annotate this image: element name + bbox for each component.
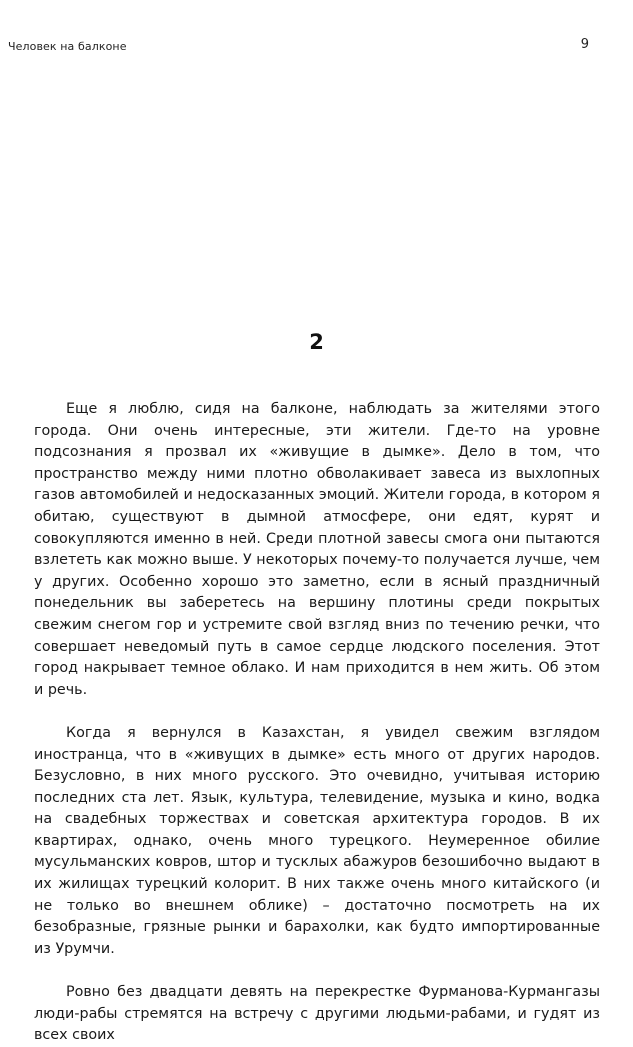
chapter-number: 2: [309, 330, 324, 354]
page-number: 9: [580, 37, 589, 52]
paragraph: Еще я люблю, сидя на балконе, наблюдать за жителями этого города. Они очень интересные, эти жители. Где-то на уровне подсознания я прозвал их «живущие в дымке». Дело в том, что пространство между ними плотно обволакивает завеса из выхлопных газов автомобилей и недосказанных эмоций. Жители города, в котором я обитаю, существуют в дымной атмосфере, они едят, курят и совокупляются именно в ней. Среди плотной завесы смога они пытаются взлететь как можно выше. У некоторых почему-то получается лучше, чем у других. Особенно хорошо это заметно, если в ясный праздничный понедельник вы заберетесь на вершину плотины среди покрытых свежим снегом гор и устремите свой взгляд вниз по течению речки, что совершает неведомый путь в самое сердце людского поселения. Этот город накрывает темное облако. И нам приходится в нем жить. Об этом и речь.: [34, 401, 600, 698]
paragraph: Когда я вернулся в Казахстан, я увидел свежим взглядом иностранца, что в «живущих в дымке» есть много от других народов. Безусловно, в них много русского. Это очевидно, учитывая историю последних ста лет. Язык, культура, телевидение, музыка и кино, водка на свадебных торжествах и советская архитектура городов. В их квартирах, однако, очень много турецкого. Неумеренное обилие мусульманских ковров, штор и тусклых абажуров безошибочно выдают в их жилищах турецкий колорит. В них также очень много китайского (и не только во внешнем облике) – достаточно посмотреть на их безобразные, грязные рынки и барахолки, как будто импортированные из Урумчи.: [34, 724, 600, 957]
paragraph: Ровно без двадцати девять на перекрестке Фурманова-Курмангазы люди-рабы стремятся на встречу с другими людьми-рабами, и гудят из всех своих: [34, 984, 600, 1044]
body-text: [34, 399, 600, 1047]
running-head-title: Человек на балконе: [8, 40, 127, 53]
